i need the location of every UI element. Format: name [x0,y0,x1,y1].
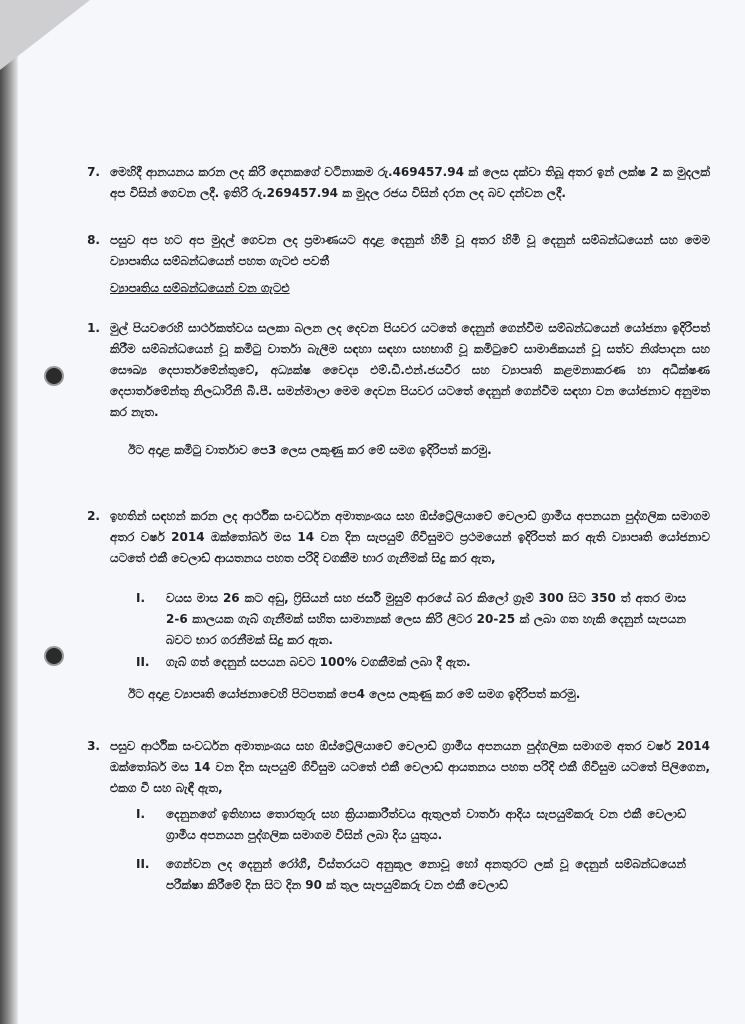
scan-edge-shadow [0,0,18,1024]
sub-text: වයස මාස 26 කට අඩු, ෆ්‍රිසියන් සහ ජර්සි මුසුම් ආරයේ බර කිලෝ ග්‍රෑම් 300 සිට 350 ත් අතර මාස 2-6 කාලයක ගැබ් ගැනීමක් සහිත සාමාන්‍යක් ලෙස කිරි ලීටර 20-25 ක් ලබා ගත හැකි දෙනුන් සැපයන බවට භාර ගරනීමක් සිදු කර ඇත. [166,591,686,647]
sub-number: II. [136,857,150,871]
issue-note: ඊට අදාළ කමිටු වාර්තාව පෙ3 ලෙස ලකුණු කර මේ සමග ඉදිරිපත් කරමු. [128,443,492,457]
sub-number: I. [136,807,146,821]
page-corner-fold [0,0,90,70]
issue-text: මුල් පියවරෙහි සාර්ථකත්වය සලකා බලන ලද දෙවන පියවර යටතේ දෙනුන් ගෙන්වීම සම්බන්ධයෙන් යෝජනා ඉදිරිපත් කිරීම සම්බන්ධයෙන් වූ කමිටු වාර්තා බැලීම සඳහා සඳහා සහභාගි වූ කමිටුවේ සාමාජිකයන් වූ සත්ව නිශ්පාදන සහ සෞඛ්‍ය දෙපාර්තමේන්තුවේ, අධ්‍යක්ෂ වෛද්‍ය එම්.ඩී.එන්.ජයවීර සහ ව්‍යාපෘති කළමනාකරණ හා අධීක්ෂණ දෙපාර්තමේන්තු නිලධාරිනි බී.පී. සමන්මාලා මෙම දෙවන පියවර යටතේ දෙනුන් ගෙන්වීම සඳහා වන යෝජනාව අනුමත කර නැත. [110,321,710,419]
issue-number: 1. [87,321,100,335]
item-number: 7. [87,165,100,179]
issue-number: 2. [87,509,100,523]
section-heading: ව්‍යාපෘතිය සම්බන්ධයෙන් වන ගැටළු [110,281,290,295]
issue-number: 3. [87,739,100,753]
sub-text: ගෙන්වන ලද දෙනුන් රෝගී, විස්තරයට අනුකූල නොවූ හෝ අනතුරට ලක් වූ දෙනුන් සම්බන්ධයෙන් පරීක්ෂා කිරීමේ දින සිට දින 90 ක් තුල සැපයුම්කරු වන එකී වෙලාඩ් [166,857,686,892]
issue-text: පසුව ආර්ථික සංවර්ධන අමාත්‍යංශය සහ ඕස්ට්‍රේලියාවේ වෙලාඩ් ග්‍රාමීය අපනයන පුද්ගලික සමාගම අතර වර්ෂ 2014 ඔක්තෝබර් මස 14 වන දින සැපයුම් ගිවිසුම යටතේ එකී වෙලාඩ් ආයතනය පහත පරිදි එකී ගිවිසුම යටතේ පිලිගෙන, එකග වී සහ බැඳී ඇත, [110,739,710,795]
sub-text: දෙනුනගේ ඉතිහාස තොරතුරු සහ ක්‍රියාකාරීත්වය ඇතුලත් වාර්තා ආදිය සැපයුම්කරු වන එකී වෙලාඩ් ග්‍රාමීය අපනයන පුද්ගලික සමාගම විසින් ලබා දිය යුතුය. [166,807,686,842]
issue-note: ඊට අදාළ ව්‍යාපෘති යෝජනාවෙහි පිටපතක් පෙ4 ලෙස ලකුණු කර මේ සමග ඉදිරිපත් කරමු. [128,687,581,701]
sub-number: I. [136,591,146,605]
sub-text: ගැබ් ගත් දෙනුන් සපයන බවට 100% වගකීමක් ලබා දී ඇත. [166,655,471,669]
punch-hole-bottom [46,648,62,664]
issue-text: ඉහතින් සඳහන් කරන ලද ආර්ථික සංවර්ධන අමාත්‍යංශය සහ ඕස්ට්‍රේලියාවේ වෙලාඩ් ග්‍රාමීය අපනයන පුද්ගලික සමාගම අතර වර්ෂ 2014 ඔක්තෝබර් මස 14 වන දින සැපයුම් ගිවිසුමට ප්‍රථමයෙන් ඉදිරිපත් කර ඇති ව්‍යාපෘති යෝජනාව යටතේ එකී වෙලාඩ් ආයතනය පහත පරිදි වගකීම භාර ගැනීමක් සිදු කර ඇත, [110,509,710,565]
sub-number: II. [136,655,150,669]
punch-hole-top [46,368,62,384]
item-text: පසුව අප හට අප මුදල් ගෙවන ලද ප්‍රමාණයට අදාළ දෙනුන් හිමි වූ අතර හිමි වූ දෙනුන් සම්බන්ධයෙන් සහ මෙම ව්‍යාපෘතිය සම්බන්ධයෙන් පහත ගැටළු පවතී [110,233,710,268]
item-text: මෙහිදී ආනයනය කරන ලද කිරි දෙනකගේ වටිනාකම රු.469457.94 ක් ලෙස දක්වා තිබූ අතර ඉන් ලක්ෂ 2 ක මුදලක් අප විසින් ගෙවන ලදී. ඉතිරි රු.269457.94 ක මුදල රජය විසින් දරන ලද බව දන්වන ලදී. [110,165,710,200]
item-number: 8. [87,233,100,247]
